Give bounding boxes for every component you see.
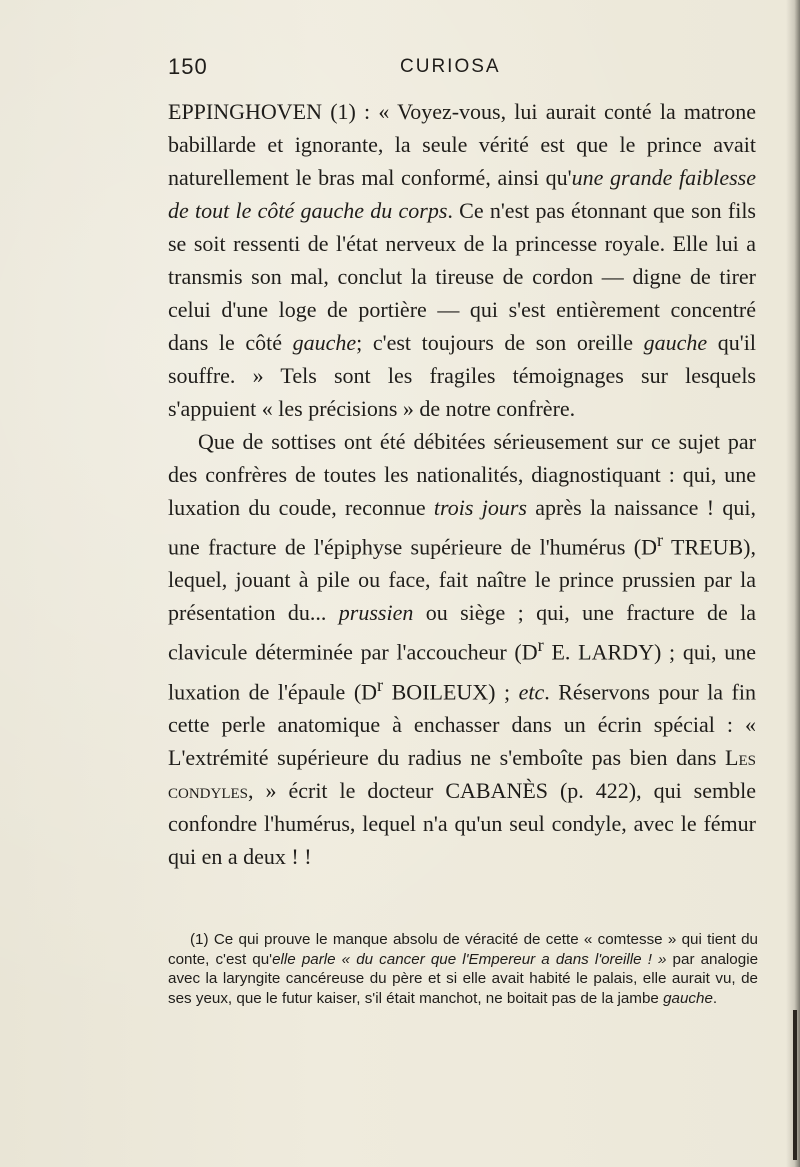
- paragraph-2-italic-c: etc: [518, 678, 545, 704]
- superscript-dr-1: r: [657, 530, 664, 550]
- paragraph-1-text-a: EPPINGHOVEN (1) : « Voyez-vous, lui aurait conté la matrone babillarde et ignorante, la seule vérité est que le prince avait naturellement le bras mal conformé, ainsi qu': [168, 99, 756, 190]
- paragraph-2-text-g: . Réservons pour la fin cette perle anatomique à enchasser dans un écrin spécial : « L'extrémité supérieure du radius ne s'emboîte pas bien dans: [168, 678, 757, 770]
- footnote-text-c: .: [712, 989, 718, 1007]
- running-title: CURIOSA: [400, 56, 501, 77]
- paragraph-2-text-c: TREUB), lequel, jouant à pile ou face, fait naître le prince prussien par la présentation du...: [168, 534, 756, 626]
- paragraph-1-text-b: . Ce n'est pas étonnant que son fils se soit ressenti de l'état nerveux de la princesse royale. Elle lui a transmis son mal, conclut la tireuse de cordon — digne de tirer celui d'une loge de portière — qui s'est entièrement concentré dans le côté: [168, 198, 756, 355]
- page-number: 150: [168, 54, 208, 79]
- paragraph-1-text-c: ; c'est toujours de son oreille: [356, 330, 644, 355]
- paragraph-2-text-h: , » écrit le docteur CABANÈS (p. 422), qui semble confondre l'humérus, lequel n'a qu'un seul condyle, avec le fémur qui en a deux ! !: [168, 777, 756, 869]
- paragraph-2-text-f: BOILEUX) ;: [383, 678, 519, 704]
- paragraph-1-italic-a: une grande faiblesse de tout le côté gauche du corps: [168, 165, 756, 223]
- footnote-text-a: (1) Ce qui prouve le manque absolu de véracité de cette « comtesse » qui tient du conte, c'est qu': [168, 931, 758, 968]
- paragraph-1-italic-c: gauche: [643, 330, 708, 355]
- paragraph-2: [168, 425, 756, 873]
- superscript-dr-2: r: [537, 635, 544, 656]
- footnote-italic-b: gauche: [663, 989, 713, 1007]
- binding-edge-mark: [793, 1010, 797, 1160]
- page-header: [168, 54, 768, 82]
- paragraph-1: [168, 95, 756, 425]
- paragraph-2-smallcaps: Les condyles: [168, 744, 756, 803]
- paragraph-2-italic-a: trois jours: [433, 495, 527, 520]
- main-text: [168, 95, 756, 873]
- footnote-text-b: par analogie avec la laryngite cancéreuse du père et si elle avait habité le palais, elle aurait vu, de ses yeux, que le futur kaiser, s'il était manchot, ne boitait pas de la jambe: [168, 950, 759, 1007]
- footnote-paragraph: [168, 930, 758, 1008]
- paragraph-2-text-a: Que de sottises ont été débitées sérieusement sur ce sujet par des confrères de toutes les nationalités, diagnostiquant : qui, une luxation du coude, reconnue: [168, 429, 756, 520]
- superscript-dr-3: r: [377, 674, 384, 695]
- paragraph-1-italic-b: gauche: [292, 330, 357, 355]
- footnote: [168, 930, 758, 1008]
- page-edge-shadow: [786, 0, 800, 1167]
- paragraph-2-text-e: E. LARDY) ; qui, une luxation de l'épaule (D: [168, 639, 757, 704]
- paragraph-1-text-d: qu'il souffre. » Tels sont les fragiles témoignages sur lesquels s'appuient « les précisions » de notre confrère.: [168, 330, 756, 421]
- paragraph-2-text-b: après la naissance ! qui, une fracture de l'épiphyse supérieure de l'humérus (D: [168, 495, 756, 560]
- footnote-italic-a: elle parle « du cancer que l'Empereur a dans l'oreille ! »: [272, 950, 667, 968]
- paragraph-2-italic-b: prussien: [338, 600, 414, 626]
- paragraph-2-text-d: ou siège ; qui, une fracture de la clavicule déterminée par l'accoucheur (D: [168, 600, 756, 665]
